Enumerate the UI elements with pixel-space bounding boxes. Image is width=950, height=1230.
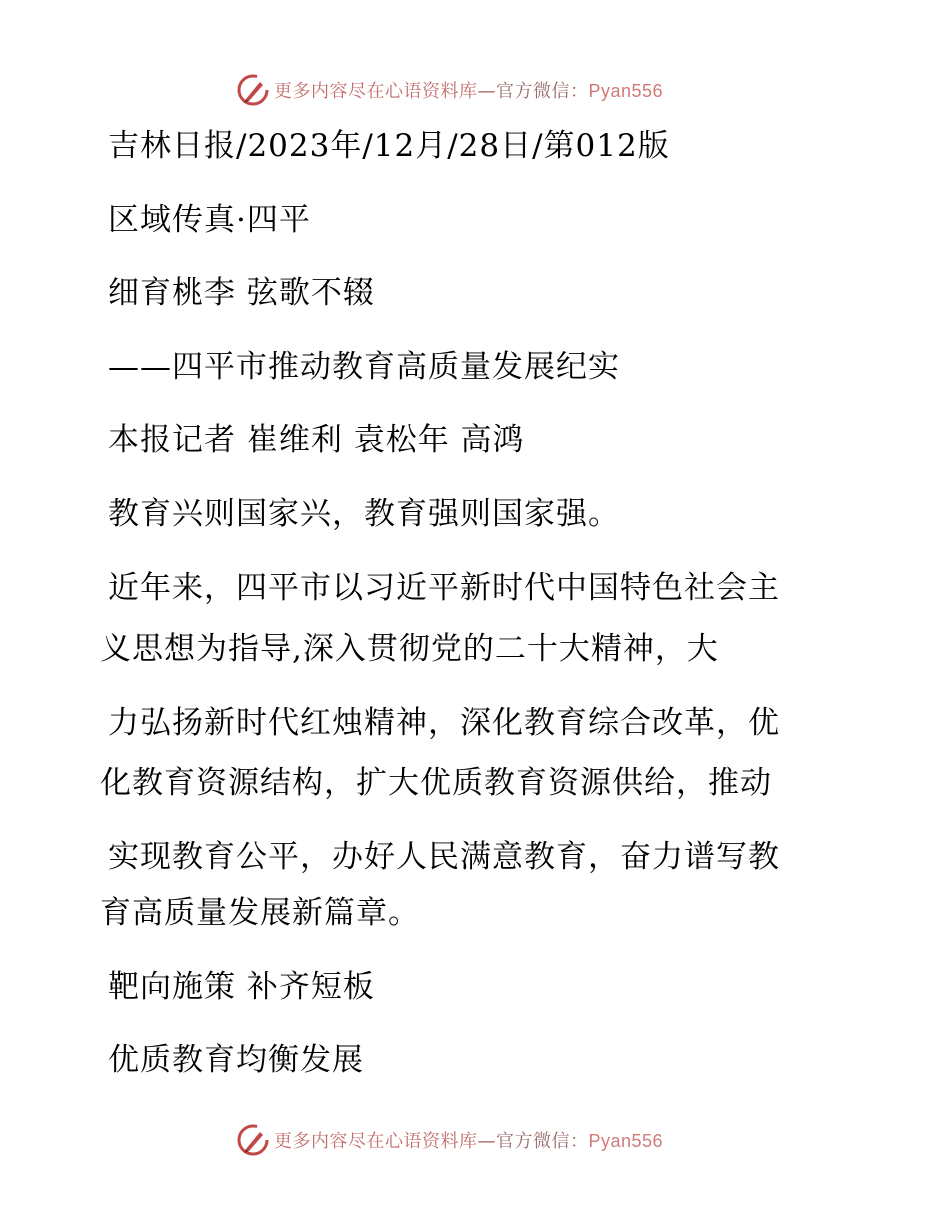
doc-line-subtitle: ——四平市推动教育高质量发展纪实 xyxy=(108,349,620,385)
watermark-wechat-id: Pyan556 xyxy=(588,81,664,101)
doc-line-byline: 本报记者 崔维利 袁松年 高鸿 xyxy=(108,422,525,458)
doc-line-paragraph-2e: 实现教育公平，办好人民满意教育，奋力谱写教 xyxy=(108,839,780,875)
watermark-banner-bottom xyxy=(236,1122,663,1158)
doc-line-paragraph-1: 教育兴则国家兴，教育强则国家强。 xyxy=(108,496,620,532)
watermark-wechat-label: 官方微信： xyxy=(496,81,589,102)
watermark-separator: — xyxy=(477,81,496,102)
doc-line-paragraph-2c: 力弘扬新时代红烛精神，深化教育综合改革，优 xyxy=(108,705,780,741)
watermark-banner-top xyxy=(236,72,663,108)
doc-line-source: 吉林日报/2023年/12月/28日/第012版 xyxy=(108,128,670,164)
pen-logo-icon xyxy=(236,73,270,107)
doc-line-heading-2: 靶向施策 补齐短板 xyxy=(108,969,375,1005)
doc-line-paragraph-2d: 化教育资源结构，扩大优质教育资源供给，推动 xyxy=(100,765,772,801)
watermark-text xyxy=(274,77,663,103)
pen-logo-icon xyxy=(236,1123,270,1157)
doc-line-heading-3: 优质教育均衡发展 xyxy=(108,1042,364,1078)
watermark-main-text: 更多内容尽在心语资料库 xyxy=(274,1131,478,1152)
doc-line-paragraph-2b: 义思想为指导,深入贯彻党的二十大精神，大 xyxy=(100,631,719,667)
watermark-wechat-label: 官方微信： xyxy=(496,1131,589,1152)
doc-line-section: 区域传真·四平 xyxy=(108,202,311,238)
doc-line-paragraph-2a: 近年来，四平市以习近平新时代中国特色社会主 xyxy=(108,570,780,606)
watermark-main-text: 更多内容尽在心语资料库 xyxy=(274,81,478,102)
doc-line-title: 细育桃李 弦歌不辍 xyxy=(108,275,375,311)
watermark-text xyxy=(274,1127,663,1153)
doc-line-paragraph-2f: 育高质量发展新篇章。 xyxy=(100,895,420,931)
watermark-separator: — xyxy=(477,1131,496,1152)
watermark-wechat-id: Pyan556 xyxy=(588,1131,664,1151)
